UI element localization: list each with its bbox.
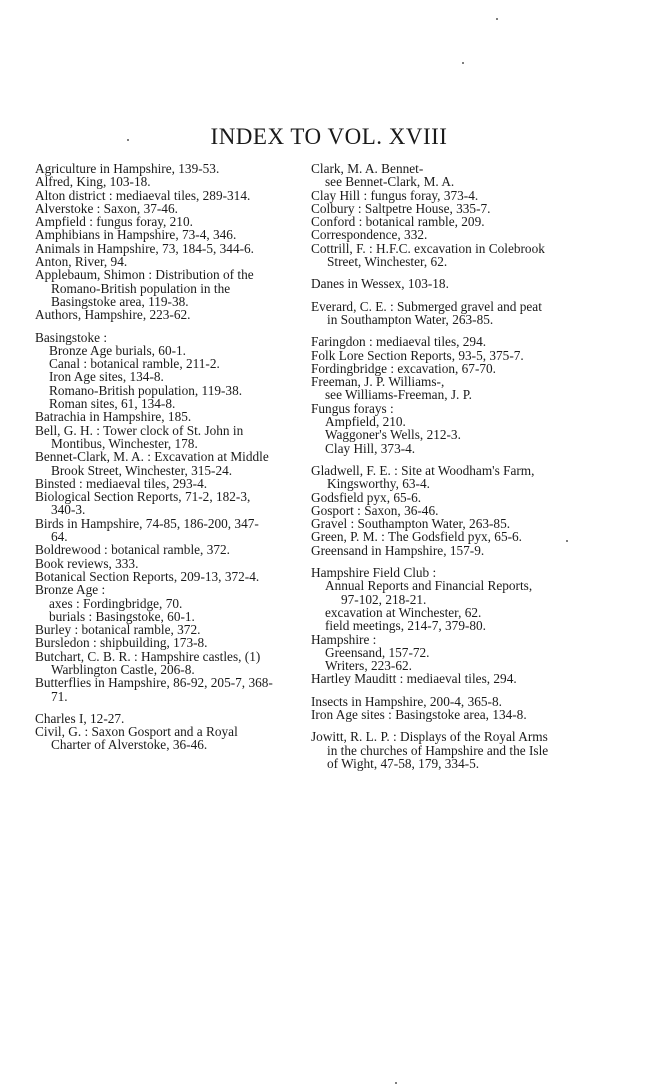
index-entry: Alton district : mediaeval tiles, 289-314.: [35, 187, 251, 203]
index-entry: Conford : botanical ramble, 209.: [311, 214, 485, 230]
index-entry: Boldrewood : botanical ramble, 372.: [35, 542, 230, 558]
index-entry: Gosport : Saxon, 36-46.: [311, 502, 439, 518]
page-title: INDEX TO VOL. XVIII: [210, 124, 448, 149]
index-entry: see Bennet-Clark, M. A.: [325, 174, 455, 190]
index-entry: Bursledon : shipbuilding, 173-8.: [35, 635, 208, 651]
index-entry: Amphibians in Hampshire, 73-4, 346.: [35, 227, 237, 243]
index-entry: Waggoner's Wells, 212-3.: [325, 427, 461, 443]
index-column-left: [35, 162, 275, 752]
index-entry: Colbury : Saltpetre House, 335-7.: [311, 200, 491, 216]
index-entry: Civil, G. : Saxon Gosport and a Royal Charter of Alverstoke, 36-46.: [35, 724, 238, 753]
index-entry: Charles I, 12-27.: [35, 710, 125, 726]
index-entry: Jowitt, R. L. P. : Displays of the Royal Arms in the churches of Hampshire and the Isle of Wight, 47-58, 179, 334-5.: [311, 729, 549, 771]
index-entry: Freeman, J. P. Williams-,: [311, 374, 445, 390]
index-entry: Greensand, 157-72.: [325, 644, 430, 660]
index-entry: Gravel : Southampton Water, 263-85.: [311, 516, 511, 532]
index-entry: Burley : botanical ramble, 372.: [35, 622, 201, 638]
index-entry: Botanical Section Reports, 209-13, 372-4.: [35, 568, 260, 584]
index-entry: Animals in Hampshire, 73, 184-5, 344-6.: [35, 240, 255, 256]
index-entry: Insects in Hampshire, 200-4, 365-8.: [311, 693, 502, 709]
index-entry: Writers, 223-62.: [325, 658, 412, 674]
index-entry: Birds in Hampshire, 74-85, 186-200, 347-64.: [35, 515, 259, 545]
scan-speck: [496, 18, 498, 20]
index-entry: Applebaum, Shimon : Distribution of the Romano-British population in the Basingstoke area, 119-38.: [35, 267, 254, 309]
index-entry: Basingstoke :: [35, 329, 108, 345]
index-entry: burials : Basingstoke, 60-1.: [49, 608, 195, 624]
index-entry: field meetings, 214-7, 379-80.: [325, 618, 487, 634]
index-entry: Godsfield pyx, 65-6.: [311, 489, 422, 505]
index-entry: Bronze Age :: [35, 582, 106, 598]
index-entry: see Williams-Freeman, J. P.: [325, 387, 472, 403]
index-entry: Greensand in Hampshire, 157-9.: [311, 542, 485, 558]
index-entry: Annual Reports and Financial Reports, 97-102, 218-21.: [325, 578, 533, 607]
index-entry: Iron Age sites : Basingstoke area, 134-8.: [311, 706, 527, 722]
index-entry: Clark, M. A. Bennet-: [311, 161, 424, 176]
scan-speck: [566, 540, 568, 542]
index-entry: Folk Lore Section Reports, 93-5, 375-7.: [311, 347, 524, 363]
index-entry: Agriculture in Hampshire, 139-53.: [35, 161, 220, 176]
index-entry: Canal : botanical ramble, 211-2.: [49, 356, 220, 372]
index-entry: Clay Hill : fungus foray, 373-4.: [311, 187, 479, 203]
index-entry: Hampshire Field Club :: [311, 565, 437, 581]
index-entry: Alfred, King, 103-18.: [35, 174, 151, 190]
index-entry: Gladwell, F. E. : Site at Woodham's Farm, Kingsworthy, 63-4.: [311, 462, 535, 492]
index-entry: Cottrill, F. : H.F.C. excavation in Colebrook Street, Winchester, 62.: [311, 240, 545, 270]
index-column-right: [311, 162, 551, 770]
index-entry: Bennet-Clark, M. A. : Excavation at Middle Brook Street, Winchester, 315-24.: [35, 449, 269, 478]
index-entry: axes : Fordingbridge, 70.: [49, 595, 183, 611]
index-entry: Bronze Age burials, 60-1.: [49, 342, 187, 358]
index-entry: Green, P. M. : The Godsfield pyx, 65-6.: [311, 529, 523, 545]
scan-speck: [462, 62, 464, 64]
index-entry: Book reviews, 333.: [35, 555, 139, 571]
index-entry: Authors, Hampshire, 223-62.: [35, 307, 191, 323]
scan-speck: [127, 139, 129, 141]
index-entry: Ampfield : fungus foray, 210.: [35, 214, 193, 230]
index-entry: Faringdon : mediaeval tiles, 294.: [311, 334, 487, 350]
index-entry: Romano-British population, 119-38.: [49, 382, 243, 398]
index-entry: Biological Section Reports, 71-2, 182-3, 340-3.: [35, 489, 251, 518]
index-entry: Bell, G. H. : Tower clock of St. John in Montibus, Winchester, 178.: [35, 422, 244, 451]
index-entry: Anton, River, 94.: [35, 254, 128, 270]
index-entry: Binsted : mediaeval tiles, 293-4.: [35, 475, 208, 491]
index-entry: Butchart, C. B. R. : Hampshire castles, (1) Warblington Castle, 206-8.: [35, 648, 261, 677]
index-entry: excavation at Winchester, 62.: [325, 604, 482, 620]
index-entry: Fordingbridge : excavation, 67-70.: [311, 360, 497, 376]
index-entry: Correspondence, 332.: [311, 227, 428, 243]
index-entry: Danes in Wessex, 103-18.: [311, 276, 449, 292]
index-entry: Everard, C. E. : Submerged gravel and peat in Southampton Water, 263-85.: [311, 298, 542, 327]
index-entry: Fungus forays :: [311, 400, 394, 416]
index-entry: Butterflies in Hampshire, 86-92, 205-7, 368-71.: [35, 675, 273, 704]
index-entry: Clay Hill, 373-4.: [325, 440, 416, 456]
index-entry: Hampshire :: [311, 631, 377, 647]
index-entry: Batrachia in Hampshire, 185.: [35, 409, 192, 425]
index-entry: Alverstoke : Saxon, 37-46.: [35, 200, 178, 216]
index-entry: Iron Age sites, 134-8.: [49, 369, 164, 385]
index-entry: Roman sites, 61, 134-8.: [49, 396, 176, 412]
scan-speck: [395, 1082, 397, 1084]
index-entry: Hartley Mauditt : mediaeval tiles, 294.: [311, 671, 517, 687]
index-entry: Ampfield, 210.: [325, 414, 406, 430]
